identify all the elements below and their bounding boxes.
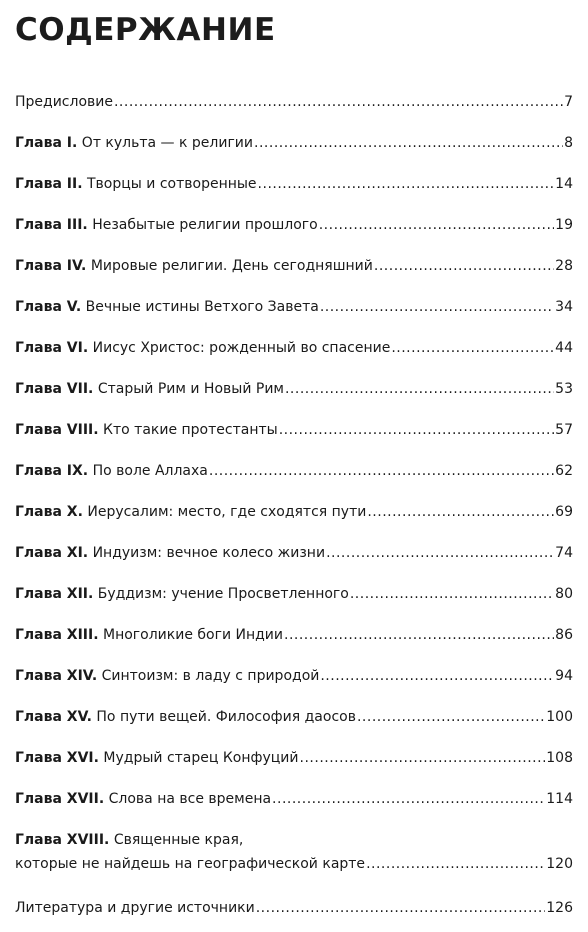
toc-entry-title: Мировые религии. День сегодняшний: [90, 258, 373, 274]
dot-leader: [254, 131, 563, 155]
toc-page-number: 94: [555, 668, 573, 684]
toc-entry-text: [15, 896, 255, 920]
chapter-label: Глава XII.: [15, 586, 94, 602]
dot-leader: [367, 500, 554, 524]
toc-entry-chapter-10[interactable]: [15, 500, 573, 524]
chapter-label: Глава II.: [15, 176, 83, 192]
toc-entry-second-line-row: [15, 852, 573, 876]
toc-entry-title-continuation: которые не найдешь на географической карте: [15, 856, 366, 872]
chapter-label: Глава XIV.: [15, 668, 98, 684]
toc-entry-text: [15, 254, 373, 278]
toc-page-number: 114: [546, 791, 573, 807]
toc-entry-chapter-18[interactable]: [15, 828, 573, 876]
toc-entry-chapter-4[interactable]: [15, 254, 573, 278]
dot-leader: [285, 377, 554, 401]
toc-entry-text: [15, 787, 271, 811]
chapter-label: Глава IV.: [15, 258, 87, 274]
toc-entry-title: Священные края,: [113, 832, 244, 848]
toc-entry-title: Иерусалим: место, где сходятся пути: [87, 504, 367, 520]
toc-page-number: 8: [564, 135, 573, 151]
chapter-label: Глава XI.: [15, 545, 89, 561]
toc-entry-references[interactable]: [15, 896, 573, 920]
toc-entry-title: Литература и другие источники: [15, 900, 255, 916]
toc-entry-chapter-5[interactable]: [15, 295, 573, 319]
toc-entry-text: [15, 705, 356, 729]
toc-entry-chapter-7[interactable]: [15, 377, 573, 401]
toc-entry-title: Слова на все времена: [108, 791, 272, 807]
toc-entry-title: Вечные истины Ветхого Завета: [85, 299, 319, 315]
dot-leader: [300, 746, 546, 770]
toc-entry-chapter-2[interactable]: [15, 172, 573, 196]
toc-entry-text: [15, 582, 349, 606]
toc-entry-title: От культа — к религии: [81, 135, 254, 151]
dot-leader: [272, 787, 545, 811]
toc-entry-chapter-16[interactable]: [15, 746, 573, 770]
toc-entry-chapter-6[interactable]: [15, 336, 573, 360]
toc-page-number: 62: [555, 463, 573, 479]
toc-page-number: 57: [555, 422, 573, 438]
toc-entry-text: [15, 746, 299, 770]
chapter-label: Глава XVI.: [15, 750, 99, 766]
toc-page-number: 34: [555, 299, 573, 315]
chapter-label: Глава XV.: [15, 709, 92, 725]
dot-leader: [279, 418, 554, 442]
toc-entry-chapter-9[interactable]: [15, 459, 573, 483]
toc-entry-text: [15, 295, 319, 319]
toc-entry-title: Старый Рим и Новый Рим: [97, 381, 284, 397]
chapter-label: Глава VII.: [15, 381, 94, 397]
toc-entry-title: Индуизм: вечное колесо жизни: [92, 545, 326, 561]
chapter-label: Глава XVII.: [15, 791, 105, 807]
chapter-label: Глава I.: [15, 135, 78, 151]
toc-entry-title: По воле Аллаха: [92, 463, 208, 479]
toc-page-number: 53: [555, 381, 573, 397]
toc-page-number: 120: [546, 856, 573, 872]
dot-leader: [350, 582, 554, 606]
chapter-label: Глава XIII.: [15, 627, 99, 643]
dot-leader: [374, 254, 554, 278]
toc-page-number: 108: [546, 750, 573, 766]
toc-entry-title: Мудрый старец Конфуций: [103, 750, 299, 766]
chapter-label: Глава VI.: [15, 340, 89, 356]
toc-page-number: 28: [555, 258, 573, 274]
chapter-label: Глава III.: [15, 217, 88, 233]
toc-entry-text: [15, 131, 253, 155]
toc-entry-text: [15, 500, 366, 524]
toc-entry-text: [15, 90, 113, 114]
toc-page-number: 69: [555, 504, 573, 520]
toc-page-number: 86: [555, 627, 573, 643]
toc-entry-text: [15, 623, 283, 647]
toc-entry-chapter-14[interactable]: [15, 664, 573, 688]
toc-page-number: 44: [555, 340, 573, 356]
toc-entry-title: Незабытые религии прошлого: [92, 217, 318, 233]
toc-entry-chapter-15[interactable]: [15, 705, 573, 729]
toc-page-number: 74: [555, 545, 573, 561]
dot-leader: [284, 623, 554, 647]
toc-entry-chapter-12[interactable]: [15, 582, 573, 606]
chapter-label: Глава VIII.: [15, 422, 99, 438]
toc-entry-text: [15, 541, 325, 565]
chapter-label: Глава IX.: [15, 463, 89, 479]
toc-entry-title: Иисус Христос: рожденный во спасение: [92, 340, 391, 356]
toc-entry-text: [15, 336, 390, 360]
page-title: СОДЕРЖАНИЕ: [15, 12, 276, 48]
toc-entry-chapter-1[interactable]: [15, 131, 573, 155]
chapter-label: Глава XVIII.: [15, 832, 110, 848]
toc-entry-chapter-13[interactable]: [15, 623, 573, 647]
toc-entry-title: Буддизм: учение Просветленного: [97, 586, 349, 602]
dot-leader: [114, 90, 563, 114]
toc-entry-text: [15, 213, 318, 237]
toc-entry-text: [15, 377, 284, 401]
toc-entry-text: [15, 418, 278, 442]
toc-entry-text: [15, 172, 257, 196]
chapter-label: Глава V.: [15, 299, 82, 315]
toc-entry-chapter-17[interactable]: [15, 787, 573, 811]
toc-entry-title: Предисловие: [15, 94, 113, 110]
dot-leader: [209, 459, 554, 483]
dot-leader: [258, 172, 555, 196]
toc-entry-title: Кто такие протестанты: [103, 422, 278, 438]
toc-entry-preface[interactable]: [15, 90, 573, 114]
toc-page-number: 126: [546, 900, 573, 916]
toc-entry-chapter-11[interactable]: [15, 541, 573, 565]
toc-entry-title: По пути вещей. Философия даосов: [96, 709, 356, 725]
toc-entry-chapter-8[interactable]: [15, 418, 573, 442]
toc-entry-title: Многоликие боги Индии: [103, 627, 283, 643]
dot-leader: [391, 336, 554, 360]
toc-entry-chapter-3[interactable]: [15, 213, 573, 237]
toc-page-number: 100: [546, 709, 573, 725]
chapter-label: Глава X.: [15, 504, 83, 520]
toc-page-number: 19: [555, 217, 573, 233]
toc-entry-text: [15, 459, 208, 483]
toc-entry-text: [15, 664, 319, 688]
toc-entry-title: Творцы и сотворенные: [87, 176, 257, 192]
dot-leader: [256, 896, 546, 920]
toc-page-number: 7: [564, 94, 573, 110]
toc-page-number: 14: [555, 176, 573, 192]
dot-leader: [320, 295, 554, 319]
dot-leader: [366, 852, 545, 876]
dot-leader: [326, 541, 554, 565]
toc-entry-first-line: [15, 828, 573, 852]
toc-page-number: 80: [555, 586, 573, 602]
dot-leader: [319, 213, 554, 237]
toc-entry-title: Синтоизм: в ладу с природой: [101, 668, 320, 684]
dot-leader: [357, 705, 545, 729]
dot-leader: [320, 664, 554, 688]
